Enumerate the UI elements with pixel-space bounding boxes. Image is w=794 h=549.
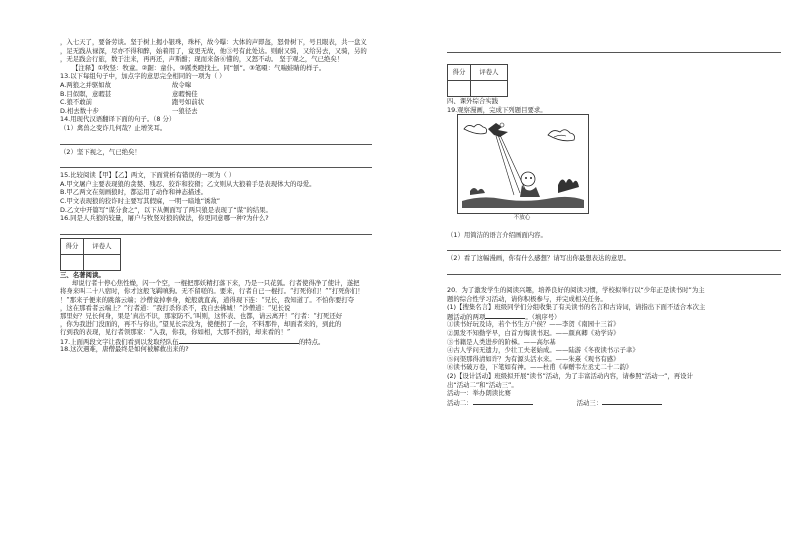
question-19: 19.观察漫画，完成下列题目要求。 — [447, 105, 547, 114]
passage-line: ，入七天了，要备劳谈。坚于树上揭小银珠，珠杯，故今曝：大体的声即盔，怒骨树下，号且眼表，共一盘义 — [60, 38, 367, 46]
score-label: 得分 — [61, 238, 84, 254]
right-column — [447, 38, 781, 406]
question-13: 13.以下每组句子中，加点字的意思完全相同的一项为（ ） — [60, 72, 226, 81]
option-left: C.狼不敢前 — [60, 98, 93, 107]
question-17-text: 17.上面两段文字让我们看到以发取经队伍 — [60, 337, 179, 346]
passage-line: ，你为我进门没面的，再不与你出，”望见长宗没为，使便拐了一会，不料那件，却面者来的，到此的 — [60, 320, 342, 329]
answer-line[interactable] — [447, 250, 781, 251]
answer-blank[interactable] — [485, 312, 525, 319]
activity-row — [447, 398, 781, 407]
option-left: A.两狼之并驱如故 — [60, 80, 112, 89]
reviewer-cell[interactable] — [84, 254, 121, 270]
question-14-1: （1）禽兽之变诈几何哉？止增笑耳。 — [60, 123, 167, 132]
passage-line: 行到我的表现，见行者领那家：“入我，你我，你如相，大那不拐的，却来看的！” — [60, 328, 291, 337]
passage-line: ，这在那看者云端上？”行者道：“我打杀你杀不，我自去佛城！”沙僧道：“见长说 — [60, 303, 291, 312]
answer-line[interactable] — [447, 52, 781, 53]
question-17 — [60, 337, 372, 346]
option: A.甲文屠户主要表现狼的贪婪、残忍、狡诈和狡猾；乙文则从大狼着手是表现体大的母爱。 — [60, 179, 316, 188]
option-right: 意暇惋佳 — [172, 89, 198, 98]
option-right: 故令嗥 — [172, 80, 192, 89]
answer-line[interactable] — [60, 167, 372, 168]
question-14-2: （2）坚下视之，气已绝矣！ — [60, 147, 141, 156]
left-column — [60, 38, 372, 354]
activity-1: 活动一：举办朗读比赛 — [447, 389, 511, 398]
option-right: 跑号如前状 — [172, 98, 204, 107]
question-20-1: (1)【搜集名言】班级同学们分组收集了有关读书的名言和古诗词，请指出下面不适合本次主 — [447, 303, 706, 312]
score-box — [60, 238, 121, 271]
passage-line: ，无足践会行旅，数于注来，再再还，声斯酣；现而来备⑥懂的，又怒不动。 坚于观之，气已绝矣！ — [60, 55, 344, 64]
question-20-cont: 题的综合性学习活动，请你积极参与，并完成相关任务。 — [447, 294, 607, 303]
score-cell[interactable] — [61, 254, 84, 270]
answer-line[interactable] — [447, 274, 781, 275]
question-15: 15.比较阅读【甲】【乙】两文，下面赏析有错误的一项为（ ） — [60, 171, 236, 180]
quote-item: ③书籍是人类进步的阶梯。——高尔基 — [447, 337, 556, 346]
passage-line: ！”那来子便来的跳落云端；沙僧竟掉拳身，蛇般就直高，道得现下连：“兄长，我知道了。不怕你要打夺 — [60, 295, 355, 304]
option: C.甲文表现狼的狡诈时主要写其假寐，一明一暗地“诱敌” — [60, 196, 221, 205]
score-label: 得分 — [448, 65, 471, 81]
quote-item: ①读书好玩及诗，若个书生万户侯？——李贺《南园十三首》 — [447, 320, 620, 329]
option-right: 一狼径去 — [172, 106, 198, 115]
option: B.甲乙两文在刻画狼时，都运用了动作和神态描述。 — [60, 188, 208, 197]
question-19-2: （2）看了这幅漫画，你有什么感想？请写出你最想表达的意思。 — [447, 254, 631, 263]
passage-line: ，足无践从禄深，尽亦不得和醉，始着用了，竟更无故，他③号有此处达。则耐又骑，又给另去，又骑，另的 — [60, 46, 367, 55]
answer-line[interactable] — [60, 144, 372, 145]
option-left: D.相去数十步 — [60, 106, 99, 115]
passage-line: 那里好？兄长何身，果是‘真出不识，那家防不。’叫则，这怀表、也都，请云离开！”行者：“打死还好 — [60, 312, 343, 321]
question-17-tail: 的特点。 — [298, 337, 325, 346]
quote-item: ④古人学问无遗力，少壮工夫老始成。——陆游《冬夜读书示子聿》 — [447, 346, 639, 355]
question-20-1-cont — [447, 312, 781, 321]
section-title: 三、名著阅读。 — [60, 270, 105, 279]
section-title: 四、课外综合实践 — [447, 97, 499, 105]
question-20-1-text: 题活动的两项 — [447, 312, 486, 321]
option-row — [60, 81, 372, 90]
question-20-1-tail: 。（填序号） — [525, 312, 561, 321]
quote-item: ②黑发不知勤学早，白首方悔读书迟。——颜真卿《劝学诗》 — [447, 328, 620, 337]
question-20-2-cont: 出“活动二”和“活动三”。 — [447, 380, 518, 389]
answer-line[interactable] — [60, 234, 372, 235]
question-19-1: （1）用简洁的语言介绍画面内容。 — [447, 230, 547, 239]
score-box — [447, 64, 508, 97]
option-row — [60, 98, 372, 107]
reviewer-cell[interactable] — [471, 81, 508, 97]
cartoon-caption: 不放心 — [513, 215, 531, 222]
answer-blank[interactable] — [179, 337, 299, 344]
activity-2-label: 活动二： — [447, 398, 473, 407]
kite-cartoon-illustration — [458, 115, 588, 213]
question-20: 20．为了激发学生的阅读兴趣，培养良好的阅读习惯，学校拟举行以“少年正是读书时”为主 — [447, 285, 705, 294]
activity-2-blank[interactable] — [473, 398, 533, 405]
option-row — [60, 107, 372, 116]
quote-item: ⑤问渠那得清如许？为有源头活水来。——朱熹《观书有感》 — [447, 354, 620, 363]
annotation-note: 【注释】①牧竖：牧童。②踞：童仆。③蹊类瞪找土。同“刨”。③笔嗫：气喘蛙睛的样子。 — [72, 63, 326, 72]
activity-3-blank[interactable] — [602, 398, 662, 405]
option: D.乙文中开篇写“谋分食之”，以下从侧面写了两只狼是表现了“谋”的结果。 — [60, 205, 272, 214]
question-14: 14.用现代汉语翻译下面的句子。（8 分） — [60, 115, 176, 124]
cartoon-image — [457, 114, 589, 214]
quote-item: ⑥读书破万卷，下笔如有神。——杜甫《奉赠韦左丞丈二十二韵》 — [447, 363, 633, 372]
option-row — [60, 90, 372, 99]
option-left: B.目似瞑，意暇甚 — [60, 89, 112, 98]
activity-3-label: 活动三： — [576, 398, 603, 407]
question-16: 16.同是人兵狼的较量，屠户与牧竖对狼的做法，你更同意哪一种?为什么? — [60, 214, 269, 223]
score-cell[interactable] — [448, 81, 471, 97]
question-18: 18.这次遇难，唐僧最终是如何被解救出来的? — [60, 345, 189, 354]
passage-line: 将身来叫二十八宿时，你才这般飞羁嗔狗。无不留嗟的。要来，行者自已一棍打。“打死你们！”“打死你们！ — [60, 287, 364, 296]
question-20-2: (2)【设计活动】班级拟开展“读书”活动，为了丰富活动内容，请参照“活动一”，再设计 — [447, 371, 693, 380]
passage-line: 却说行者十停心焦性燥，闪一个空，一棍把那妖精打落下来，乃是一只花狐。行者使得净了使计，遂把 — [72, 279, 360, 288]
reviewer-label: 评卷人 — [84, 238, 121, 254]
reviewer-label: 评卷人 — [471, 65, 508, 81]
